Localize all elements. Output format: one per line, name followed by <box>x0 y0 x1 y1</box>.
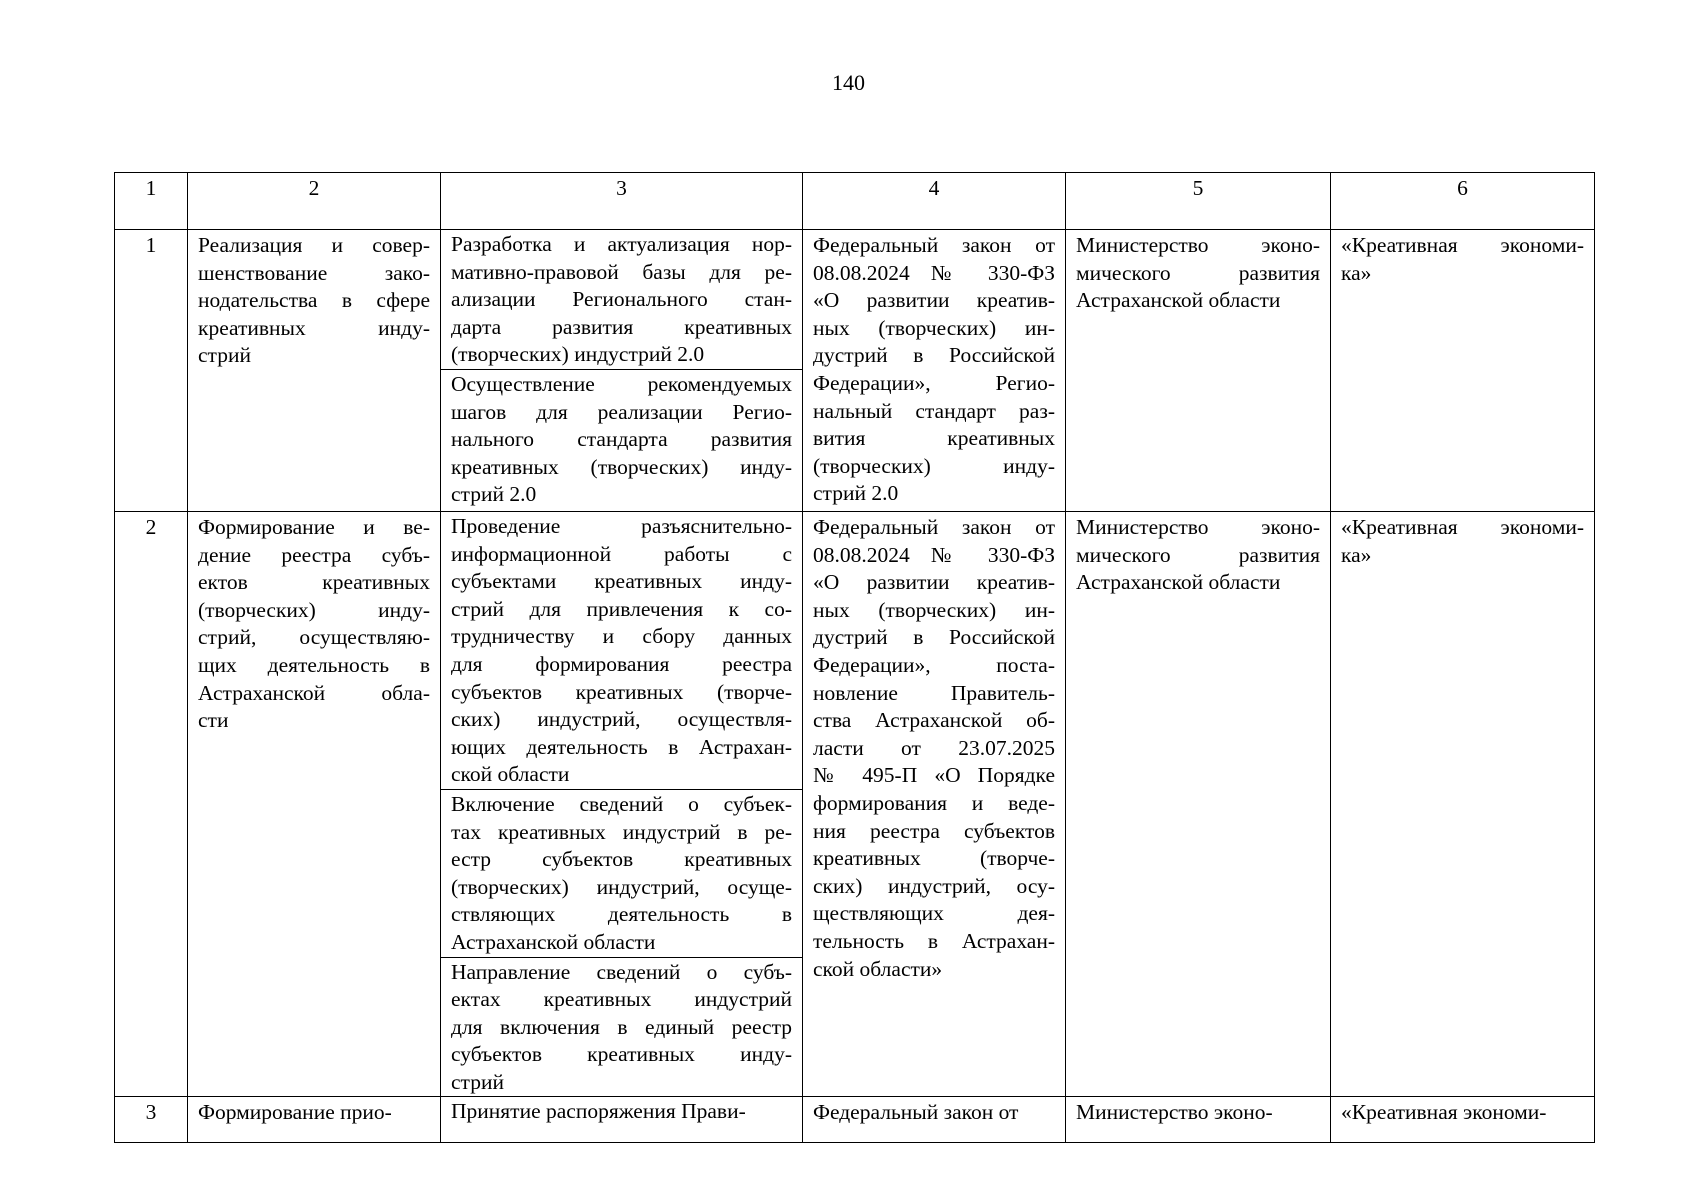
text-line: креативных (творческих) инду- <box>451 454 792 479</box>
text-line: 08.08.2024 № 330-ФЗ <box>813 260 1055 285</box>
table-row <box>115 512 1595 1097</box>
header-cell-col4: 4 <box>803 173 1066 230</box>
text-line: сти <box>198 708 229 733</box>
text-line: Формирование прио- <box>198 1100 392 1125</box>
text-line: 08.08.2024 № 330-ФЗ <box>813 542 1055 567</box>
activities-cell <box>441 512 803 1097</box>
text-line: Астраханской обла- <box>198 680 430 705</box>
text-line: щих деятельность в <box>198 652 430 677</box>
text-line: стрий для привлечения к со- <box>451 596 792 621</box>
task-name-cell <box>188 1097 441 1143</box>
task-name-cell <box>188 512 441 1097</box>
text-line: нодательства в сфере <box>198 288 430 313</box>
activity-block <box>441 1097 802 1126</box>
text-line: (творческих) инду- <box>813 453 1055 478</box>
text-line: Разработка и актуализация нор- <box>451 232 792 256</box>
activities-cell <box>441 230 803 512</box>
text-line: Принятие распоряжения Прави- <box>451 1099 746 1124</box>
text-line: Астраханской области <box>1076 288 1281 313</box>
row-number-cell: 3 <box>115 1097 188 1143</box>
text-line: мического развития <box>1076 260 1320 285</box>
header-cell-col2: 2 <box>188 173 441 230</box>
text-line: ния реестра субъектов <box>813 818 1055 843</box>
table-row <box>115 1097 1595 1143</box>
text-line: (творческих) инду- <box>198 597 430 622</box>
text-line: ных (творческих) ин- <box>813 315 1055 340</box>
text-line: стрий 2.0 <box>813 481 899 506</box>
text-line: дение реестра субъ- <box>198 542 430 567</box>
text-line: нальный стандарт раз- <box>813 398 1055 423</box>
text-line: тах креативных индустрий в ре- <box>451 819 792 844</box>
text-line: стрий <box>451 1069 504 1094</box>
text-line: субъектов креативных (творче- <box>451 679 792 704</box>
measures-table <box>114 172 1595 1143</box>
text-line: вития креативных <box>813 426 1055 451</box>
text-line: ектов креативных <box>198 570 430 595</box>
responsible-executor-cell <box>1066 1097 1331 1143</box>
activity-block <box>441 957 802 1097</box>
text-line: Осуществление рекомендуемых <box>451 371 792 396</box>
page-number: 140 <box>832 70 865 95</box>
table-header-row <box>115 173 1595 230</box>
text-line: Министерство эконо- <box>1076 1100 1273 1125</box>
row-number-cell: 2 <box>115 512 188 1097</box>
legal-basis-cell <box>803 1097 1066 1143</box>
text-line: креативных инду- <box>198 315 430 340</box>
text-line: нального стандарта развития <box>451 427 792 452</box>
text-line: мативно-правовой базы для ре- <box>451 259 792 284</box>
text-line: ных (творческих) ин- <box>813 597 1055 622</box>
text-line: «Креативная экономи- <box>1341 515 1584 539</box>
table-row <box>115 230 1595 512</box>
text-line: «Креативная экономи- <box>1341 1100 1547 1125</box>
text-line: Астраханской области <box>451 929 656 954</box>
text-line: формирования и веде- <box>813 790 1055 815</box>
text-line: ласти от 23.07.2025 <box>813 735 1055 760</box>
header-cell-col1: 1 <box>115 173 188 230</box>
text-line: № 495-П «О Порядке <box>813 763 1055 788</box>
activity-block <box>441 789 802 957</box>
text-line: стрий, осуществляю- <box>198 625 430 650</box>
activity-block <box>441 230 802 369</box>
activity-block <box>441 512 802 789</box>
text-line: Направление сведений о субъ- <box>451 959 792 984</box>
text-line: стрий 2.0 <box>451 482 537 507</box>
text-line: информационной работы с <box>451 541 792 566</box>
text-line: стрий <box>198 343 251 368</box>
text-line: дарта развития креативных <box>451 314 792 339</box>
text-line: ской области» <box>813 956 943 981</box>
text-line: трудничеству и сбору данных <box>451 624 792 649</box>
text-line: ствляющих деятельность в <box>451 902 792 927</box>
text-line: ка» <box>1341 260 1372 285</box>
text-line: Министерство эконо- <box>1076 233 1320 257</box>
program-cell <box>1331 1097 1595 1143</box>
text-line: Министерство эконо- <box>1076 515 1320 539</box>
header-cell-col3: 3 <box>441 173 803 230</box>
text-line: Реализация и совер- <box>198 233 430 257</box>
text-line: Проведение разъяснительно- <box>451 514 792 538</box>
activity-block <box>441 369 802 509</box>
text-line: Включение сведений о субъек- <box>451 791 792 816</box>
text-line: «О развитии креатив- <box>813 570 1055 595</box>
text-line: ектах креативных индустрий <box>451 987 792 1012</box>
text-line: шагов для реализации Регио- <box>451 399 792 424</box>
text-line: Федеральный закон от <box>813 233 1055 257</box>
text-line: мического развития <box>1076 542 1320 567</box>
responsible-executor-cell <box>1066 512 1331 1097</box>
text-line: Астраханской области <box>1076 570 1281 595</box>
text-line: субъектов креативных инду- <box>451 1042 792 1067</box>
responsible-executor-cell <box>1066 230 1331 512</box>
header-cell-col6: 6 <box>1331 173 1595 230</box>
text-line: «О развитии креатив- <box>813 288 1055 313</box>
text-line: ализации Регионального стан- <box>451 287 792 312</box>
text-line: дустрий в Российской <box>813 343 1055 368</box>
text-line: новление Правитель- <box>813 680 1055 705</box>
task-name-cell <box>188 230 441 512</box>
legal-basis-cell <box>803 512 1066 1097</box>
text-line: ства Астраханской об- <box>813 708 1055 733</box>
text-line: (творческих) индустрий 2.0 <box>451 342 705 367</box>
text-line: ющих деятельность в Астрахан- <box>451 734 792 759</box>
text-line: креативных (творче- <box>813 846 1055 871</box>
program-cell <box>1331 512 1595 1097</box>
header-cell-col5: 5 <box>1066 173 1331 230</box>
text-line: тельность в Астрахан- <box>813 928 1055 953</box>
text-line: ской области <box>451 762 570 787</box>
text-line: ских) индустрий, осу- <box>813 873 1055 898</box>
text-line: Федеральный закон от <box>813 1100 1019 1125</box>
text-line: Федерации», поста- <box>813 652 1055 677</box>
text-line: для формирования реестра <box>451 651 792 676</box>
legal-basis-cell <box>803 230 1066 512</box>
text-line: (творческих) индустрий, осуще- <box>451 874 792 899</box>
text-line: для включения в единый реестр <box>451 1014 792 1039</box>
text-line: дустрий в Российской <box>813 625 1055 650</box>
text-line: «Креативная экономи- <box>1341 233 1584 257</box>
program-cell <box>1331 230 1595 512</box>
text-line: шенствование зако- <box>198 260 430 285</box>
text-line: ских) индустрий, осуществля- <box>451 707 792 732</box>
text-line: Формирование и ве- <box>198 515 430 539</box>
text-line: ществляющих дея- <box>813 901 1055 926</box>
text-line: ка» <box>1341 542 1372 567</box>
text-line: субъектами креативных инду- <box>451 569 792 594</box>
text-line: Федеральный закон от <box>813 515 1055 539</box>
text-line: Федерации», Регио- <box>813 370 1055 395</box>
text-line: естр субъектов креативных <box>451 847 792 872</box>
activities-cell <box>441 1097 803 1143</box>
row-number-cell: 1 <box>115 230 188 512</box>
